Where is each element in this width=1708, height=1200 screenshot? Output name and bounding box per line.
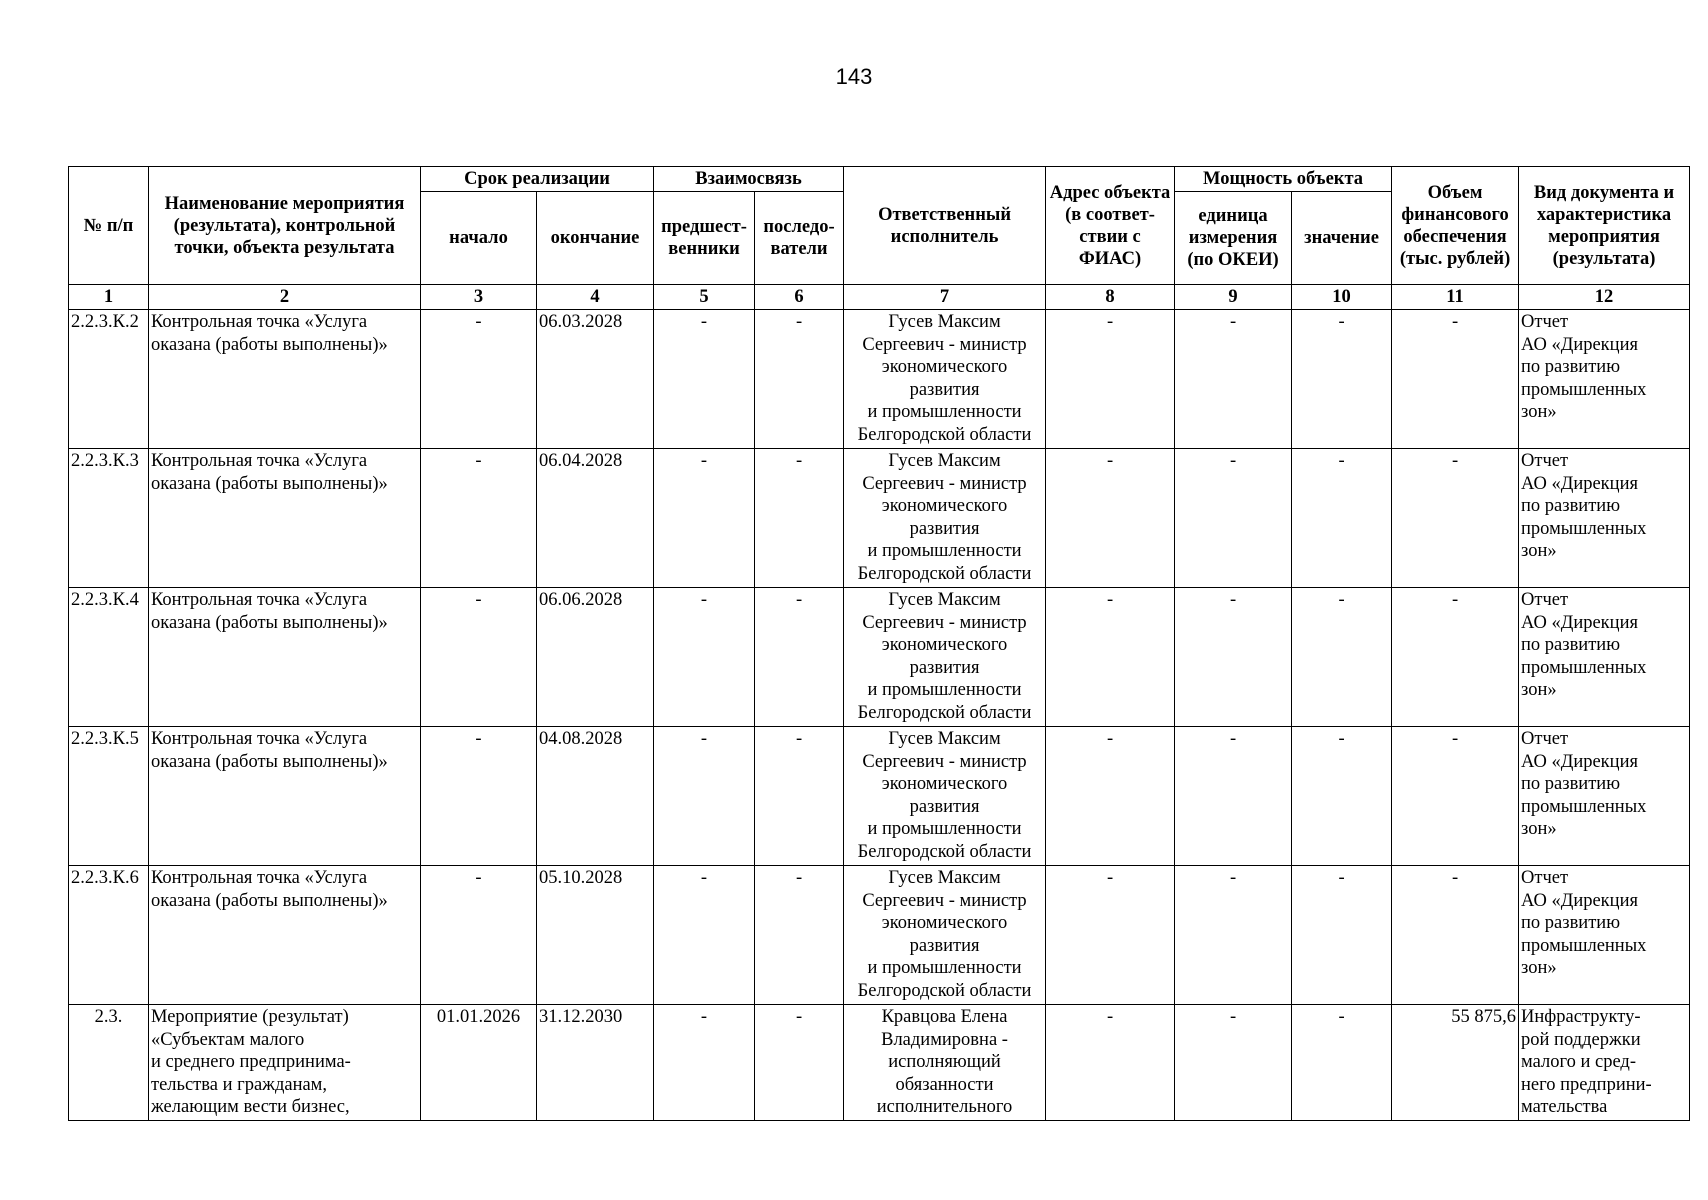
row-start: - <box>421 449 537 588</box>
row-address: - <box>1046 449 1175 588</box>
column-number: 2 <box>149 285 421 310</box>
row-responsible: Кравцова Елена Владимировна - исполняющий обязанности исполнительного <box>844 1005 1046 1121</box>
row-number: 2.2.3.К.2 <box>69 310 149 449</box>
row-unit: - <box>1175 727 1292 866</box>
column-number: 11 <box>1392 285 1519 310</box>
header-num: № п/п <box>69 167 149 285</box>
table-row <box>69 1005 1690 1121</box>
column-number: 1 <box>69 285 149 310</box>
row-predecessors: - <box>654 449 755 588</box>
column-number: 9 <box>1175 285 1292 310</box>
row-number: 2.2.3.К.6 <box>69 866 149 1005</box>
table-row <box>69 727 1690 866</box>
row-unit: - <box>1175 866 1292 1005</box>
row-document: Инфраструкту- рой поддержки малого и сред- него предприни- мательства <box>1519 1005 1690 1121</box>
row-name: Мероприятие (результат) «Субъектам малого и среднего предпринима- тельства и гражданам, желающим вести бизнес, <box>149 1005 421 1121</box>
row-unit: - <box>1175 588 1292 727</box>
row-address: - <box>1046 1005 1175 1121</box>
table-row <box>69 588 1690 727</box>
header-start: начало <box>421 192 537 285</box>
row-finance: - <box>1392 727 1519 866</box>
row-value: - <box>1292 866 1392 1005</box>
row-number: 2.2.3.К.3 <box>69 449 149 588</box>
table-row <box>69 310 1690 449</box>
header-end: окончание <box>537 192 654 285</box>
row-start: 01.01.2026 <box>421 1005 537 1121</box>
row-finance: - <box>1392 866 1519 1005</box>
row-unit: - <box>1175 1005 1292 1121</box>
column-number: 5 <box>654 285 755 310</box>
row-end: 06.04.2028 <box>537 449 654 588</box>
row-value: - <box>1292 449 1392 588</box>
row-value: - <box>1292 310 1392 449</box>
row-number: 2.3. <box>69 1005 149 1121</box>
row-end: 06.03.2028 <box>537 310 654 449</box>
row-start: - <box>421 727 537 866</box>
row-predecessors: - <box>654 727 755 866</box>
row-end: 04.08.2028 <box>537 727 654 866</box>
row-finance: - <box>1392 310 1519 449</box>
row-name: Контрольная точка «Услуга оказана (работы выполнены)» <box>149 449 421 588</box>
header-address: Адрес объекта (в соответ-ствии с ФИАС) <box>1046 167 1175 285</box>
row-responsible: Гусев Максим Сергеевич - министр экономического развития и промышленности Белгородской области <box>844 866 1046 1005</box>
row-finance: - <box>1392 449 1519 588</box>
row-unit: - <box>1175 449 1292 588</box>
row-value: - <box>1292 1005 1392 1121</box>
header-relation: Взаимосвязь <box>654 167 844 192</box>
row-predecessors: - <box>654 310 755 449</box>
row-end: 06.06.2028 <box>537 588 654 727</box>
row-name: Контрольная точка «Услуга оказана (работы выполнены)» <box>149 866 421 1005</box>
row-value: - <box>1292 588 1392 727</box>
column-number: 12 <box>1519 285 1690 310</box>
table-body <box>69 310 1690 1121</box>
table-row <box>69 866 1690 1005</box>
row-successors: - <box>755 866 844 1005</box>
row-responsible: Гусев Максим Сергеевич - министр экономического развития и промышленности Белгородской области <box>844 727 1046 866</box>
row-responsible: Гусев Максим Сергеевич - министр экономического развития и промышленности Белгородской области <box>844 449 1046 588</box>
row-address: - <box>1046 866 1175 1005</box>
column-numbers-row <box>69 285 1690 310</box>
row-document: Отчет АО «Дирекция по развитию промышленных зон» <box>1519 310 1690 449</box>
row-address: - <box>1046 588 1175 727</box>
row-predecessors: - <box>654 588 755 727</box>
table-header <box>69 167 1690 310</box>
row-successors: - <box>755 310 844 449</box>
header-period: Срок реализации <box>421 167 654 192</box>
row-predecessors: - <box>654 866 755 1005</box>
header-successors: последо-ватели <box>755 192 844 285</box>
row-successors: - <box>755 588 844 727</box>
activities-table <box>68 166 1690 1121</box>
header-value: значение <box>1292 192 1392 285</box>
row-predecessors: - <box>654 1005 755 1121</box>
column-number: 6 <box>755 285 844 310</box>
row-start: - <box>421 588 537 727</box>
column-number: 3 <box>421 285 537 310</box>
header-name: Наименование мероприятия (результата), контрольной точки, объекта результата <box>149 167 421 285</box>
row-document: Отчет АО «Дирекция по развитию промышленных зон» <box>1519 449 1690 588</box>
table-row <box>69 449 1690 588</box>
row-successors: - <box>755 1005 844 1121</box>
page-number: 143 <box>835 64 873 89</box>
row-document: Отчет АО «Дирекция по развитию промышленных зон» <box>1519 866 1690 1005</box>
row-successors: - <box>755 727 844 866</box>
row-name: Контрольная точка «Услуга оказана (работы выполнены)» <box>149 310 421 449</box>
header-unit: единица измерения (по ОКЕИ) <box>1175 192 1292 285</box>
row-name: Контрольная точка «Услуга оказана (работы выполнены)» <box>149 588 421 727</box>
header-predecessors: предшест-венники <box>654 192 755 285</box>
row-start: - <box>421 866 537 1005</box>
column-number: 10 <box>1292 285 1392 310</box>
header-finance: Объем финансового обеспечения (тыс. рублей) <box>1392 167 1519 285</box>
column-number: 7 <box>844 285 1046 310</box>
row-start: - <box>421 310 537 449</box>
row-responsible: Гусев Максим Сергеевич - министр экономического развития и промышленности Белгородской области <box>844 588 1046 727</box>
row-finance: 55 875,6 <box>1392 1005 1519 1121</box>
row-finance: - <box>1392 588 1519 727</box>
row-number: 2.2.3.К.4 <box>69 588 149 727</box>
column-number: 8 <box>1046 285 1175 310</box>
row-end: 05.10.2028 <box>537 866 654 1005</box>
row-unit: - <box>1175 310 1292 449</box>
header-capacity: Мощность объекта <box>1175 167 1392 192</box>
row-number: 2.2.3.К.5 <box>69 727 149 866</box>
row-address: - <box>1046 727 1175 866</box>
row-address: - <box>1046 310 1175 449</box>
row-end: 31.12.2030 <box>537 1005 654 1121</box>
row-document: Отчет АО «Дирекция по развитию промышленных зон» <box>1519 727 1690 866</box>
row-document: Отчет АО «Дирекция по развитию промышленных зон» <box>1519 588 1690 727</box>
header-doc: Вид документа и характеристика мероприятия (результата) <box>1519 167 1690 285</box>
row-name: Контрольная точка «Услуга оказана (работы выполнены)» <box>149 727 421 866</box>
column-number: 4 <box>537 285 654 310</box>
row-successors: - <box>755 449 844 588</box>
header-responsible: Ответственный исполнитель <box>844 167 1046 285</box>
row-responsible: Гусев Максим Сергеевич - министр экономического развития и промышленности Белгородской области <box>844 310 1046 449</box>
row-value: - <box>1292 727 1392 866</box>
